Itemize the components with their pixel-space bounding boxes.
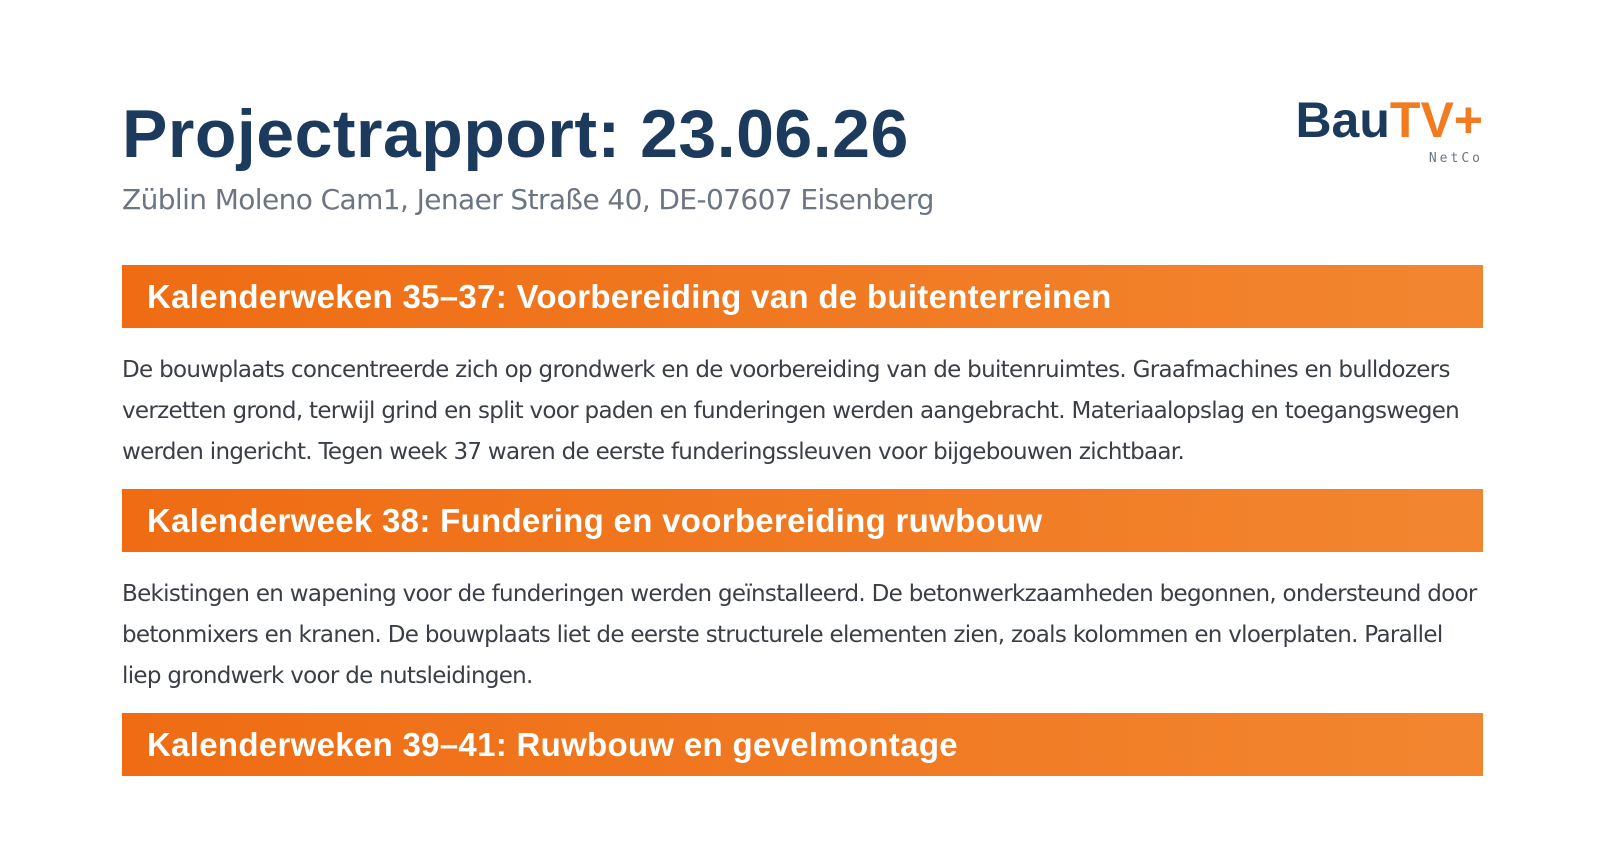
section-heading-bar (122, 265, 1483, 328)
section-weeks-35-37 (122, 265, 1483, 489)
report-title: Projectrapport: 23.06.26 (122, 96, 909, 172)
logo-tv-text: TV+ (1389, 92, 1483, 148)
section-week-38 (122, 489, 1483, 713)
report-location: Züblin Moleno Cam1, Jenaer Straße 40, DE-07607 Eisenberg (122, 183, 934, 216)
section-body-text: De bouwplaats concentreerde zich op grondwerk en de voorbereiding van de buitenruimtes. Graafmachines en bulldozers verzetten grond, terwijl grind en split voor paden en funderingen werden aangebracht. Materiaalopslag en toegangswegen werden ingericht. Tegen week 37 waren de eerste funderingssleuven voor bijgebouwen zichtbaar. (122, 357, 1460, 465)
section-heading: Kalenderweek 38: Fundering en voorbereiding ruwbouw (147, 501, 1043, 539)
section-heading-bar (122, 489, 1483, 552)
section-heading-bar (122, 713, 1483, 776)
section-heading: Kalenderweken 35–37: Voorbereiding van de buitenterreinen (147, 277, 1112, 315)
report-header (122, 0, 1483, 265)
section-body-text: Bekistingen en wapening voor de funderingen werden geïnstalleerd. De betonwerkzaamheden begonnen, ondersteund door betonmixers en kranen. De bouwplaats liet de eerste structurele elementen zien, zoals kolommen en vloerplaten. Parallel liep grondwerk voor de nutsleidingen. (122, 581, 1477, 689)
section-weeks-39-41 (122, 713, 1483, 776)
section-heading: Kalenderweken 39–41: Ruwbouw en gevelmontage (147, 725, 958, 763)
logo-bau-text: Bau (1295, 92, 1390, 148)
report-page (122, 0, 1483, 776)
logo-subtitle: NetCo (1428, 151, 1483, 166)
bautv-logo (1295, 92, 1483, 168)
logo-wordmark (1295, 92, 1483, 148)
